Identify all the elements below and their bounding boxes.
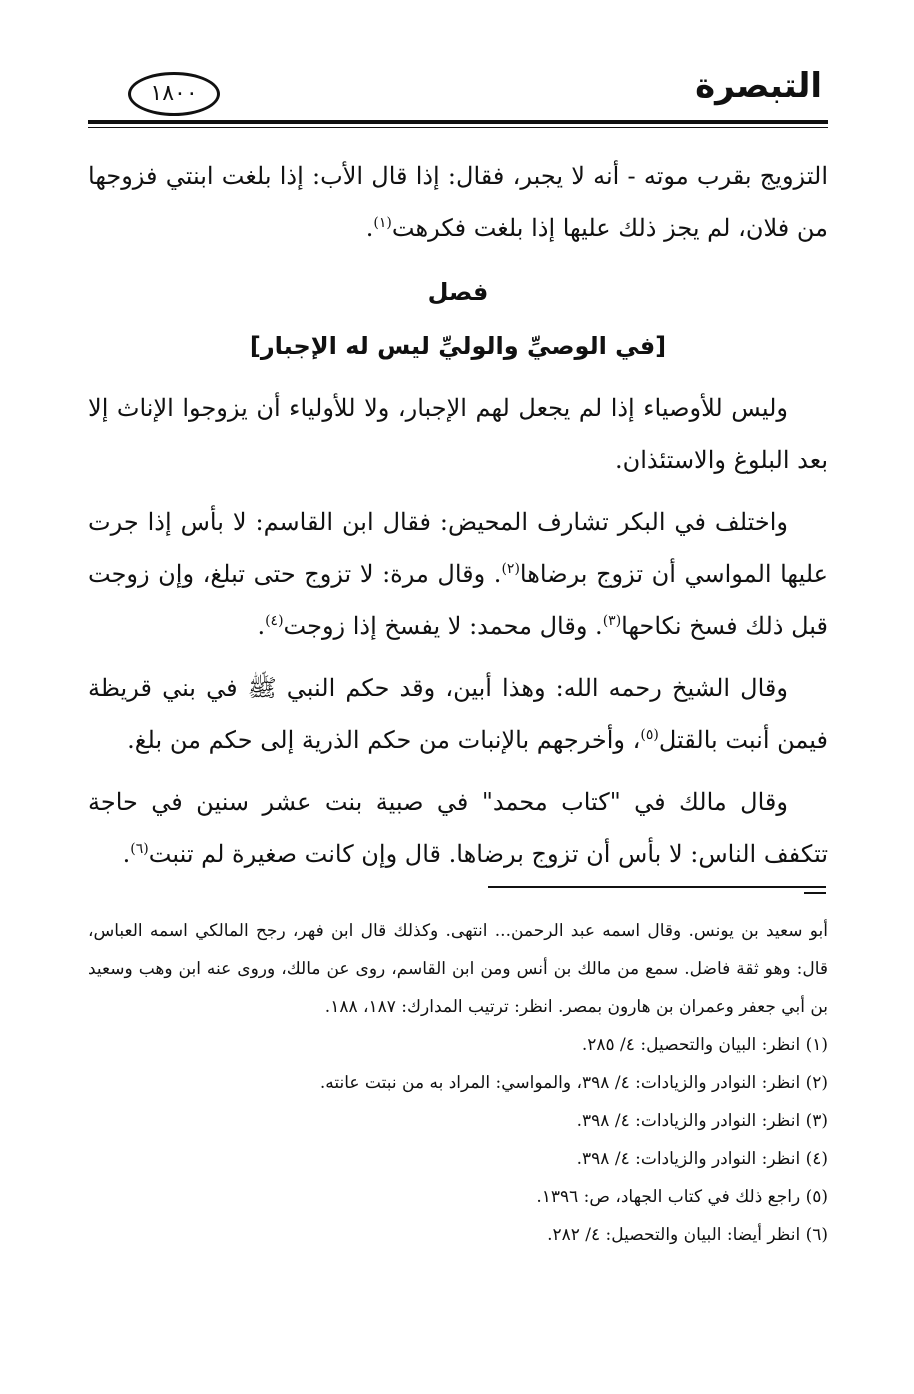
footnotes <box>88 912 828 1254</box>
footnote-continuation: أبو سعيد بن يونس. وقال اسمه عبد الرحمن... انتهى. وكذلك قال ابن فهر، رجح المالكي اسمه العباس، قال: وهو ثقة فاضل. سمع من مالك بن أنس ومن ابن القاسم، روى عن مالك، وروى عنه ابن وهب وسعيد بن أبي جعفر وعمران بن هارون بمصر. انظر: ترتيب المدارك: ١٨٧، ١٨٨. <box>88 921 828 1017</box>
paragraph-2-text-b: . وقال مرة: لا تزوج حتى تبلغ، وإن زوجت قبل ذلك فسخ نكاحها <box>88 560 828 640</box>
paragraph-3 <box>88 662 828 766</box>
paragraph-2-text-c: . وقال محمد: لا يفسخ إذا زوجت <box>283 612 603 640</box>
paragraph-4-text-b: . <box>122 840 131 868</box>
paragraph-2 <box>88 496 828 652</box>
footnote-1: (١) انظر: البيان والتحصيل: ٤/ ٢٨٥. <box>581 1035 828 1055</box>
continuation-paragraph: التزويج بقرب موته - أنه لا يجبر، فقال: إذا قال الأب: إذا بلغت ابنتي فزوجها من فلان، لم يجز ذلك عليها إذا بلغت فكرهت$^{(١)}$. <box>88 162 828 242</box>
paragraph-4 <box>88 776 828 880</box>
section-subtitle: [في الوصيِّ والوليِّ ليس له الإجبار] <box>249 332 667 360</box>
page-number: ١٨٠٠ <box>128 72 220 116</box>
continuation-text: التزويج بقرب موته - أنه لا يجبر، فقال: إذا قال الأب: إذا بلغت ابنتي فزوجها من فلان، لم يجز ذلك عليها إذا بلغت فكرهت <box>88 162 828 242</box>
paragraph-4-text-a: وقال مالك في "كتاب محمد" في صبية بنت عشر سنين في حاجة تتكفف الناس: لا بأس أن تزوج برضاها. قال وإن كانت صغيرة لم تنبت <box>88 788 828 868</box>
paragraph-3-text-a: وقال الشيخ رحمه الله: وهذا أبين، وقد حكم النبي ﷺ في بني قريظة فيمن أنبت بالقتل <box>88 674 828 754</box>
footnote-3: (٣) انظر: النوادر والزيادات: ٤/ ٣٩٨. <box>576 1111 828 1131</box>
footnote-ref-4: (٤) <box>265 613 284 629</box>
paragraph-2-text-a: واختلف في البكر تشارف المحيض: فقال ابن القاسم: لا بأس إذا جرت عليها المواسي أن تزوج برضاها <box>88 508 829 588</box>
header-rule <box>88 120 828 124</box>
footnote-ref-2: (٢) <box>501 561 520 577</box>
footnote-6: (٦) انظر أيضا: البيان والتحصيل: ٤/ ٢٨٢. <box>547 1225 828 1245</box>
main-text <box>88 150 828 880</box>
footnote-ref-5: (٥) <box>640 727 659 743</box>
paragraph-1: وليس للأوصياء إذا لم يجعل لهم الإجبار، ولا للأولياء أن يزوجوا الإناث إلا بعد البلوغ والاستئذان. <box>88 394 828 474</box>
section-title: فصل <box>427 278 489 306</box>
footnote-2: (٢) انظر: النوادر والزيادات: ٤/ ٣٩٨، والمواسي: المراد به من نبتت عانته. <box>319 1073 828 1093</box>
footnote-4: (٤) انظر: النوادر والزيادات: ٤/ ٣٩٨. <box>576 1149 828 1169</box>
page-header <box>88 60 828 130</box>
footnote-ref-1: (١) <box>373 215 392 231</box>
footnote-ref-6: (٦) <box>130 841 149 857</box>
footnote-separator-short-line <box>804 892 826 894</box>
header-rule-thin <box>88 127 828 128</box>
running-title: التبصرة <box>695 66 822 106</box>
footnote-ref-3: (٣) <box>602 613 622 629</box>
footnote-separator-line <box>488 886 826 888</box>
paragraph-2-text-d: . <box>257 612 266 640</box>
footnote-5: (٥) راجع ذلك في كتاب الجهاد، ص: ١٣٩٦. <box>536 1187 828 1207</box>
paragraph-3-text-b: ، وأخرجهم بالإنبات من حكم الذرية إلى حكم من بلغ. <box>127 726 641 754</box>
